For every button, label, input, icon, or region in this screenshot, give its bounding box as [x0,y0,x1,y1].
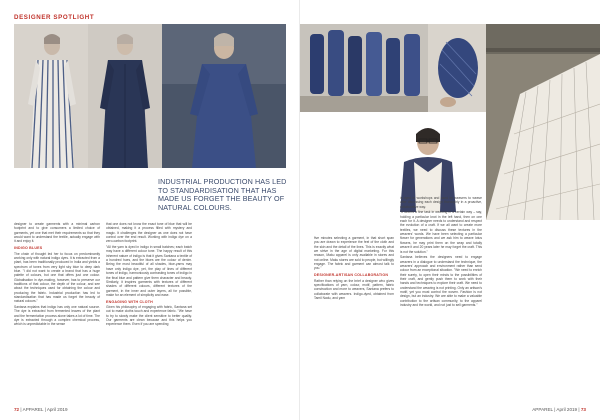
photo-loom-weaving [486,24,600,220]
body-paragraph: "It seems a fine task in weaving in a certain way – say, holding a particular knot in the left hand, then on one each for it. A designer needs to understand and respect the evolution of a craft. If we all want to create more textiles, we need to discuss these textures in the weavers' words. We have been selecting a particular flower for generations and we ask him to weave lotus flowers, he may print them on the wrap and totally weave it and 20 years later he may forget the craft. This is not the solution." [400,210,482,254]
body-paragraph: "All the yarn is dyed in indigo in small batches; each batch may have a different colour tone. The happy result of this inherent nature of indigo is that it gives Santana a textile of a hundred hues, and the blues are the colour of denim. Being the most beautiful of all shades, blue-yarns may have only indigo dye, yet, the play of lines of different tones of indigo, harmoniously contrasting tones of indigo in the final blue and pattern give them character and beauty. Similarly, it inspires garments with textures of different shades of different colours, different textures of the garment, in the inner and outer layers, all for possible, make for an element of simplicity and ease. [106,245,192,297]
subheading-indigo-blues: INDIGO BLUES [14,246,43,251]
page-number: 73 [580,407,586,412]
publication-name: APPAREL [532,407,553,412]
photo-indigo-dress [162,24,286,168]
body-paragraph: The chain of thought led her to focus on predominantly working only with natural indigo dyes. It is extracted from a plant, has been traditionally produced in India and yields a spectrum of tones from very light sky blue to deep dark blue. "I did not want to create a brand that has a huge palette of colours, but one that offers just one colour. Globalisation in dye-making, however, has to preserve our traditions of that colour, the depth of the colour, and see about the techniques used for obtaining the colour and producing the fabric. Industrial production has led to standardisation that has made us forget the beauty of natural colours." [14,251,100,304]
photo-striped-dress [14,24,88,168]
photo-indigo-threads [428,24,486,112]
body-paragraph: Given his philosophy of engaging with fabric, Santana set out to make cloths touch and experience fabric. "We have to try to slowly make the client sensitive to better quality. Our garments are clean because and this helps you experience them. Even if you are spending [106,305,192,327]
right-column-1 [314,236,394,302]
right-column-2 [400,196,482,309]
right-page [300,0,600,420]
publication-name: APPAREL [22,407,44,412]
pull-quote: INDUSTRIAL PRODUCTION HAS LED TO STANDARDISATION THAT HAS MADE US FORGET THE BEAUTY OF NATURAL COLOURS. [158,177,287,212]
left-column-2 [106,222,192,328]
section-label: DESIGNER SPOTLIGHT [14,14,95,21]
photo-denim-rolls [300,24,428,112]
body-paragraph: five minutes selecting a garment, in that short span you are drawn to experience the feel of the cloth and the skin and the detail of the lines. This is exactly what we strive in the age of digital marketing. For this reason, Maku apparel is only available in stores and not online. Maku stores are sold to people, but willingly engage. The fabric and garment can almost talk to you." [314,236,394,271]
body-paragraph: Rather than relying on the brief a designer who gives specifications of yarn, colour, motif, pattern, fabric construction and more to weavers, Santana prefers to collaborate with weavers. Indigo-dyed, obtained from Tamil Nadu, and yarn [314,278,394,300]
body-paragraph: Santana believes the designers need to engage weavers in a dialogue to understand the technique, the weavers' approach and environment rather than send colour from an exceptional situation. "We need to enrich their surety, to open their minds to the possibilities of their craft, and gently push them to work with their hands and techniques to explore their craft. We need to understand the weaving is not printing. Only an artisan's motif, yet you must control the woven. Fashion is not design, but an industry. We are able to make a valuable contribution to the artisan community, to the apparel industry and the world, and not just to sell garments." [400,255,482,308]
page-number: 72 [14,407,20,412]
body-paragraph: Santana explains that indigo has only one natural source. The dye is extracted from fermented leaves of the plant and the fermentation process alone takes a lot of time. The dye is extracted through a complex chemical process, which is unpredictable in the sense [14,305,100,327]
body-paragraph: that one does not know the exact tone of blue that will be obtained, making it a process filled with mystery and magic. It challenges the designer as one does not have control over the end result. Working with indigo dye on a zero-carbon footprint. [106,222,192,244]
body-paragraph: designer to create garments with a minimal carbon footprint and to give consumers a limited choice of garments, yet one that met their requirements so that they would want to understand the textile, actually engage with it and enjoy it. [14,222,100,244]
subheading-engaging-with-cloth: ENGAGING WITH CLOTH [106,299,153,304]
photo-navy-dress [88,24,162,168]
folio-right: APPAREL | April 2019 | 73 [532,407,586,412]
subheading-designer-artisan: DESIGNER-ARTISAN COLLABORATION [314,273,389,278]
left-column-1 [14,222,100,328]
issue-date: April 2019 [556,407,578,412]
folio-left: 72 | APPAREL | April 2019 [14,407,68,412]
body-paragraph: is dyed in workshops and used by weavers to weave after discussing each design thoroughly in a proactive, collaborative way. [400,196,482,209]
issue-date: April 2019 [46,407,68,412]
